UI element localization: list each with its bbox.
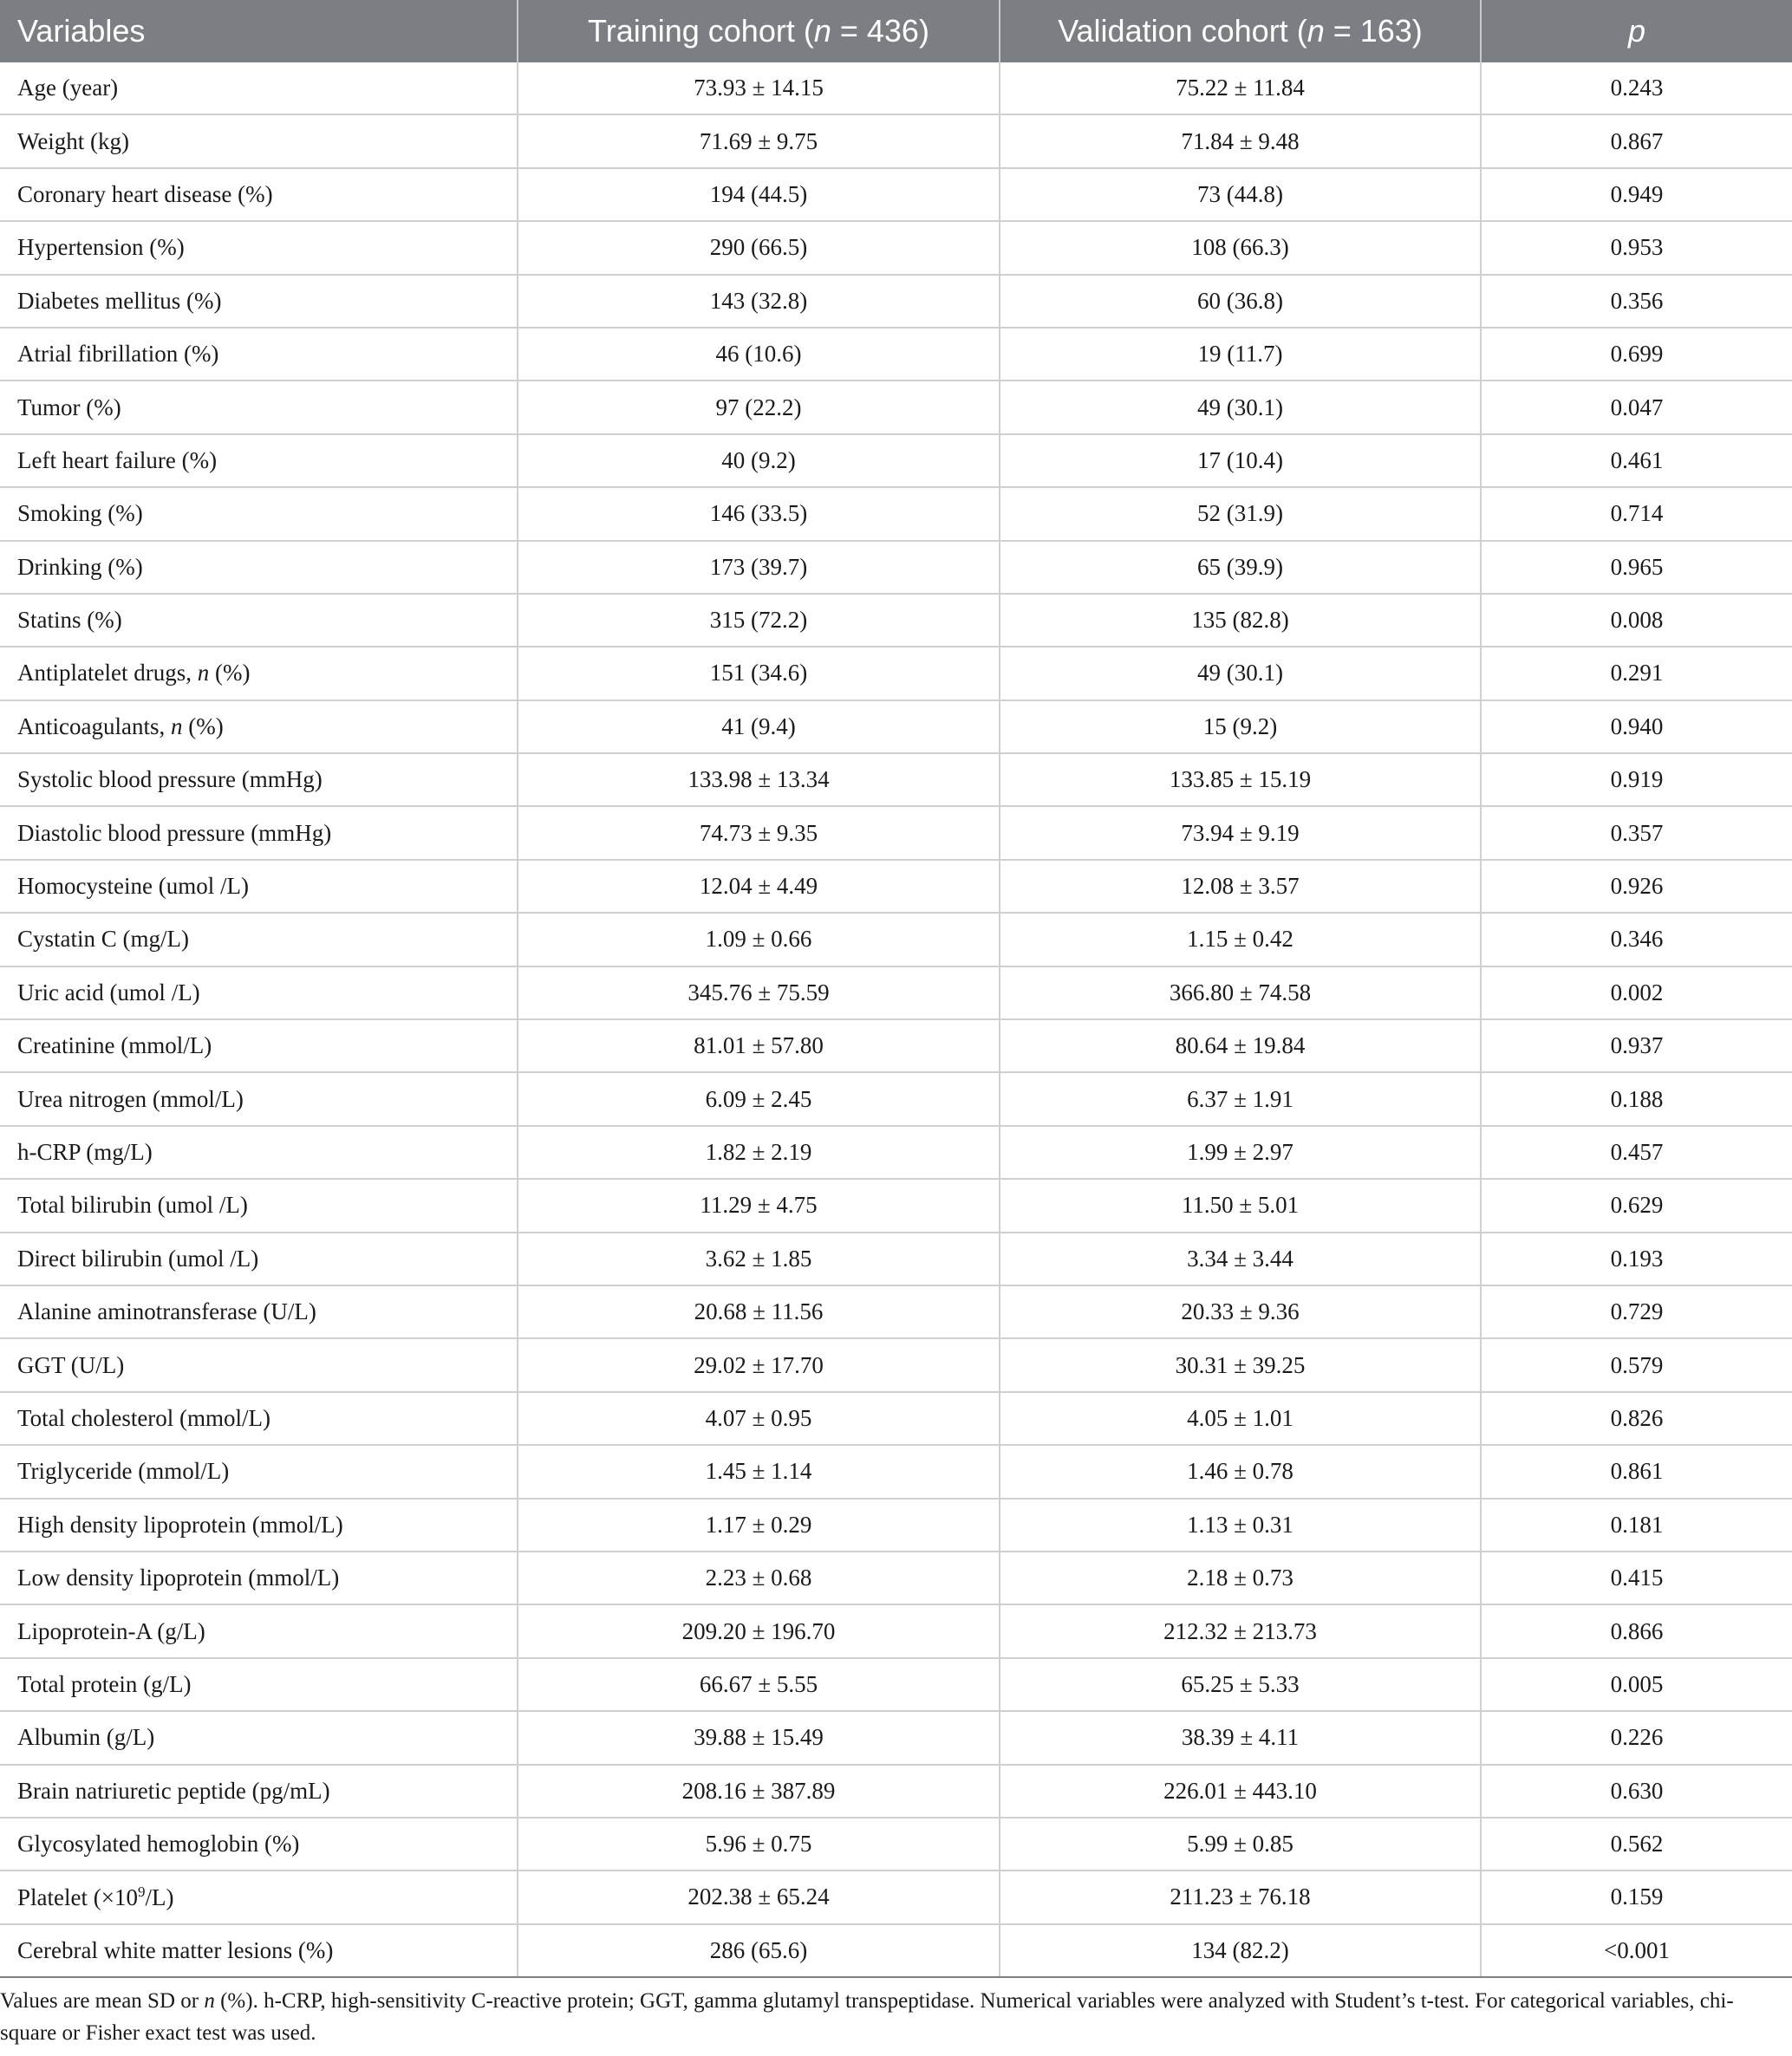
training-cohort-cell: 4.07 ± 0.95 <box>518 1392 1000 1445</box>
table-row <box>0 487 1792 540</box>
variable-label: Total cholesterol (mmol/L) <box>17 1404 271 1431</box>
variable-cell <box>0 700 518 753</box>
validation-cohort-cell: 134 (82.2) <box>1000 1924 1481 1977</box>
p-value-cell: <0.001 <box>1481 1924 1792 1977</box>
variable-cell <box>0 1392 518 1445</box>
header-training-cohort <box>518 0 1000 62</box>
variable-label: Triglyceride (mmol/L) <box>17 1458 230 1485</box>
validation-cohort-cell: 5.99 ± 0.85 <box>1000 1818 1481 1871</box>
header-training-suffix: = 436) <box>831 13 929 49</box>
p-value-cell: 0.926 <box>1481 860 1792 913</box>
variable-label: GGT (U/L) <box>17 1351 125 1378</box>
p-value-cell: 0.940 <box>1481 700 1792 753</box>
p-value-cell: 0.861 <box>1481 1445 1792 1498</box>
training-cohort-cell: 2.23 ± 0.68 <box>518 1552 1000 1604</box>
table-row <box>0 1658 1792 1711</box>
training-cohort-cell: 173 (39.7) <box>518 541 1000 594</box>
validation-cohort-cell: 52 (31.9) <box>1000 487 1481 540</box>
header-validation-cohort <box>1000 0 1481 62</box>
header-row <box>0 0 1792 62</box>
table-row <box>0 541 1792 594</box>
variable-cell <box>0 434 518 487</box>
variable-label: Uric acid (umol /L) <box>17 979 200 1005</box>
training-cohort-cell: 133.98 ± 13.34 <box>518 753 1000 806</box>
validation-cohort-cell: 80.64 ± 19.84 <box>1000 1019 1481 1072</box>
variable-label: Brain natriuretic peptide (pg/mL) <box>17 1777 330 1804</box>
validation-cohort-cell: 75.22 ± 11.84 <box>1000 62 1481 114</box>
p-value-cell: 0.630 <box>1481 1765 1792 1818</box>
p-value-cell: 0.181 <box>1481 1499 1792 1552</box>
validation-cohort-cell: 135 (82.8) <box>1000 594 1481 647</box>
variable-label: Diastolic blood pressure (mmHg) <box>17 819 332 846</box>
variable-label: Platelet (×10 <box>17 1884 138 1910</box>
variable-label: Left heart failure (%) <box>17 446 218 473</box>
variable-label: Albumin (g/L) <box>17 1724 155 1751</box>
training-cohort-cell: 1.09 ± 0.66 <box>518 913 1000 966</box>
p-value-cell: 0.937 <box>1481 1019 1792 1072</box>
p-value-cell: 0.356 <box>1481 275 1792 328</box>
variable-label: Total protein (g/L) <box>17 1670 192 1697</box>
table-row <box>0 1818 1792 1871</box>
variable-cell <box>0 1179 518 1232</box>
variable-cell <box>0 1552 518 1604</box>
table-row <box>0 1552 1792 1604</box>
training-cohort-cell: 46 (10.6) <box>518 328 1000 381</box>
variable-cell <box>0 806 518 859</box>
p-value-cell: 0.291 <box>1481 647 1792 699</box>
training-cohort-cell: 1.17 ± 0.29 <box>518 1499 1000 1552</box>
table-row <box>0 275 1792 328</box>
table-row <box>0 1392 1792 1445</box>
table-row <box>0 913 1792 966</box>
validation-cohort-cell: 49 (30.1) <box>1000 381 1481 433</box>
table-row <box>0 1126 1792 1179</box>
header-validation-prefix: Validation cohort ( <box>1058 13 1307 49</box>
variable-cell <box>0 647 518 699</box>
p-value-cell: 0.188 <box>1481 1072 1792 1125</box>
p-value-cell: 0.714 <box>1481 487 1792 540</box>
validation-cohort-cell: 4.05 ± 1.01 <box>1000 1392 1481 1445</box>
validation-cohort-cell: 12.08 ± 3.57 <box>1000 860 1481 913</box>
training-cohort-cell: 1.45 ± 1.14 <box>518 1445 1000 1498</box>
table-body <box>0 62 1792 1977</box>
training-cohort-cell: 143 (32.8) <box>518 275 1000 328</box>
variable-cell <box>0 62 518 114</box>
variable-cell <box>0 114 518 167</box>
table-row <box>0 594 1792 647</box>
training-cohort-cell: 71.69 ± 9.75 <box>518 114 1000 167</box>
header-training-n: n <box>813 13 831 49</box>
training-cohort-cell: 73.93 ± 14.15 <box>518 62 1000 114</box>
training-cohort-cell: 202.38 ± 65.24 <box>518 1871 1000 1923</box>
table-row <box>0 860 1792 913</box>
variable-label: Systolic blood pressure (mmHg) <box>17 766 323 793</box>
validation-cohort-cell: 3.34 ± 3.44 <box>1000 1233 1481 1285</box>
table-row <box>0 1924 1792 1977</box>
training-cohort-cell: 208.16 ± 387.89 <box>518 1765 1000 1818</box>
variable-cell <box>0 1765 518 1818</box>
validation-cohort-cell: 30.31 ± 39.25 <box>1000 1338 1481 1391</box>
table-row <box>0 1765 1792 1818</box>
variable-cell <box>0 1072 518 1125</box>
table-row <box>0 1019 1792 1072</box>
header-validation-suffix: = 163) <box>1324 13 1423 49</box>
training-cohort-cell: 81.01 ± 57.80 <box>518 1019 1000 1072</box>
variable-label: Statins (%) <box>17 607 122 634</box>
validation-cohort-cell: 1.46 ± 0.78 <box>1000 1445 1481 1498</box>
header-p-value <box>1481 0 1792 62</box>
p-value-cell: 0.243 <box>1481 62 1792 114</box>
p-value-cell: 0.867 <box>1481 114 1792 167</box>
p-value-cell: 0.005 <box>1481 1658 1792 1711</box>
table-row <box>0 753 1792 806</box>
p-value-cell: 0.357 <box>1481 806 1792 859</box>
variable-label: Tumor (%) <box>17 394 121 420</box>
training-cohort-cell: 290 (66.5) <box>518 221 1000 274</box>
validation-cohort-cell: 11.50 ± 5.01 <box>1000 1179 1481 1232</box>
training-cohort-cell: 74.73 ± 9.35 <box>518 806 1000 859</box>
p-value-cell: 0.415 <box>1481 1552 1792 1604</box>
training-cohort-cell: 41 (9.4) <box>518 700 1000 753</box>
training-cohort-cell: 146 (33.5) <box>518 487 1000 540</box>
variable-cell <box>0 275 518 328</box>
variable-cell <box>0 487 518 540</box>
variable-label-tail: /L) <box>145 1884 174 1910</box>
p-value-cell: 0.008 <box>1481 594 1792 647</box>
variable-cell <box>0 1233 518 1285</box>
training-cohort-cell: 151 (34.6) <box>518 647 1000 699</box>
p-value-cell: 0.826 <box>1481 1392 1792 1445</box>
p-value-cell: 0.047 <box>1481 381 1792 433</box>
validation-cohort-cell: 19 (11.7) <box>1000 328 1481 381</box>
variable-label: h-CRP (mg/L) <box>17 1139 153 1165</box>
validation-cohort-cell: 15 (9.2) <box>1000 700 1481 753</box>
variable-italic: n <box>170 712 183 739</box>
variable-label: Urea nitrogen (mmol/L) <box>17 1085 244 1112</box>
variable-label: Drinking (%) <box>17 553 143 580</box>
variable-cell <box>0 913 518 966</box>
table-row <box>0 1604 1792 1657</box>
variable-cell <box>0 1126 518 1179</box>
p-value-cell: 0.002 <box>1481 966 1792 1019</box>
variable-label: Creatinine (mmol/L) <box>17 1032 212 1059</box>
table-row <box>0 434 1792 487</box>
table-row <box>0 1499 1792 1552</box>
p-value-cell: 0.866 <box>1481 1604 1792 1657</box>
validation-cohort-cell: 1.13 ± 0.31 <box>1000 1499 1481 1552</box>
training-cohort-cell: 286 (65.6) <box>518 1924 1000 1977</box>
validation-cohort-cell: 133.85 ± 15.19 <box>1000 753 1481 806</box>
training-cohort-cell: 209.20 ± 196.70 <box>518 1604 1000 1657</box>
variable-cell <box>0 1658 518 1711</box>
training-cohort-cell: 5.96 ± 0.75 <box>518 1818 1000 1871</box>
validation-cohort-cell: 1.99 ± 2.97 <box>1000 1126 1481 1179</box>
validation-cohort-cell: 65 (39.9) <box>1000 541 1481 594</box>
validation-cohort-cell: 65.25 ± 5.33 <box>1000 1658 1481 1711</box>
variable-cell <box>0 1019 518 1072</box>
table-row <box>0 700 1792 753</box>
variable-cell <box>0 1285 518 1338</box>
variable-label: Cystatin C (mg/L) <box>17 926 189 953</box>
p-value-cell: 0.226 <box>1481 1711 1792 1764</box>
variable-cell <box>0 381 518 433</box>
table-row <box>0 966 1792 1019</box>
variable-label: Weight (kg) <box>17 127 130 154</box>
training-cohort-cell: 97 (22.2) <box>518 381 1000 433</box>
table-row <box>0 1711 1792 1764</box>
table-row <box>0 1179 1792 1232</box>
variable-label: Cerebral white matter lesions (%) <box>17 1936 334 1963</box>
validation-cohort-cell: 73.94 ± 9.19 <box>1000 806 1481 859</box>
validation-cohort-cell: 211.23 ± 76.18 <box>1000 1871 1481 1923</box>
validation-cohort-cell: 73 (44.8) <box>1000 168 1481 221</box>
p-value-cell: 0.461 <box>1481 434 1792 487</box>
p-value-cell: 0.159 <box>1481 1871 1792 1923</box>
validation-cohort-cell: 212.32 ± 213.73 <box>1000 1604 1481 1657</box>
p-value-cell: 0.193 <box>1481 1233 1792 1285</box>
variable-label-tail: (%) <box>209 660 251 686</box>
variable-label: Direct bilirubin (umol /L) <box>17 1245 259 1272</box>
variable-superscript: 9 <box>137 1883 146 1900</box>
variable-label: Total bilirubin (umol /L) <box>17 1192 248 1219</box>
variable-italic: n <box>197 660 210 686</box>
variable-label-tail: (%) <box>182 712 224 739</box>
table-row <box>0 1445 1792 1498</box>
validation-cohort-cell: 17 (10.4) <box>1000 434 1481 487</box>
table-row <box>0 221 1792 274</box>
table-row <box>0 1285 1792 1338</box>
variable-cell <box>0 966 518 1019</box>
table-row <box>0 647 1792 699</box>
variable-cell <box>0 1818 518 1871</box>
p-value-cell: 0.949 <box>1481 168 1792 221</box>
variable-cell <box>0 860 518 913</box>
training-cohort-cell: 66.67 ± 5.55 <box>518 1658 1000 1711</box>
p-value-cell: 0.457 <box>1481 1126 1792 1179</box>
variable-label: Lipoprotein-A (g/L) <box>17 1617 205 1644</box>
table-row <box>0 1072 1792 1125</box>
variable-label: Age (year) <box>17 75 119 101</box>
table-row <box>0 1871 1792 1923</box>
training-cohort-cell: 194 (44.5) <box>518 168 1000 221</box>
validation-cohort-cell: 1.15 ± 0.42 <box>1000 913 1481 966</box>
training-cohort-cell: 315 (72.2) <box>518 594 1000 647</box>
variable-label: Alanine aminotransferase (U/L) <box>17 1298 316 1325</box>
variable-cell <box>0 221 518 274</box>
table-row <box>0 806 1792 859</box>
table-row <box>0 328 1792 381</box>
p-value-cell: 0.629 <box>1481 1179 1792 1232</box>
variable-cell <box>0 328 518 381</box>
variable-label: Glycosylated hemoglobin (%) <box>17 1831 300 1858</box>
training-cohort-cell: 12.04 ± 4.49 <box>518 860 1000 913</box>
validation-cohort-cell: 49 (30.1) <box>1000 647 1481 699</box>
p-value-cell: 0.729 <box>1481 1285 1792 1338</box>
table-row <box>0 1338 1792 1391</box>
validation-cohort-cell: 71.84 ± 9.48 <box>1000 114 1481 167</box>
table-row <box>0 62 1792 114</box>
footnote-italic-n: n <box>204 1989 215 2014</box>
p-value-cell: 0.579 <box>1481 1338 1792 1391</box>
training-cohort-cell: 6.09 ± 2.45 <box>518 1072 1000 1125</box>
header-p-label: p <box>1627 13 1646 49</box>
variable-label: Smoking (%) <box>17 500 143 527</box>
p-value-cell: 0.346 <box>1481 913 1792 966</box>
variable-label: Atrial fibrillation (%) <box>17 341 219 368</box>
variable-cell <box>0 168 518 221</box>
variable-label: Hypertension (%) <box>17 234 185 261</box>
p-value-cell: 0.953 <box>1481 221 1792 274</box>
p-value-cell: 0.965 <box>1481 541 1792 594</box>
variable-label: Low density lipoprotein (mmol/L) <box>17 1565 340 1591</box>
variable-cell <box>0 1871 518 1923</box>
training-cohort-cell: 345.76 ± 75.59 <box>518 966 1000 1019</box>
table-row <box>0 168 1792 221</box>
table-row <box>0 381 1792 433</box>
validation-cohort-cell: 366.80 ± 74.58 <box>1000 966 1481 1019</box>
training-cohort-cell: 40 (9.2) <box>518 434 1000 487</box>
table-row <box>0 1233 1792 1285</box>
validation-cohort-cell: 6.37 ± 1.91 <box>1000 1072 1481 1125</box>
variable-label: High density lipoprotein (mmol/L) <box>17 1511 343 1538</box>
validation-cohort-cell: 108 (66.3) <box>1000 221 1481 274</box>
variable-label: Diabetes mellitus (%) <box>17 287 222 314</box>
variable-cell <box>0 753 518 806</box>
training-cohort-cell: 20.68 ± 11.56 <box>518 1285 1000 1338</box>
training-cohort-cell: 29.02 ± 17.70 <box>518 1338 1000 1391</box>
p-value-cell: 0.699 <box>1481 328 1792 381</box>
validation-cohort-cell: 38.39 ± 4.11 <box>1000 1711 1481 1764</box>
header-variables: Variables <box>0 0 518 62</box>
variable-label: Coronary heart disease (%) <box>17 180 273 207</box>
validation-cohort-cell: 20.33 ± 9.36 <box>1000 1285 1481 1338</box>
training-cohort-cell: 3.62 ± 1.85 <box>518 1233 1000 1285</box>
variable-cell <box>0 1711 518 1764</box>
variable-cell <box>0 1499 518 1552</box>
validation-cohort-cell: 2.18 ± 0.73 <box>1000 1552 1481 1604</box>
variable-label: Homocysteine (umol /L) <box>17 873 249 900</box>
header-training-prefix: Training cohort ( <box>588 13 814 49</box>
variable-cell <box>0 594 518 647</box>
training-cohort-cell: 39.88 ± 15.49 <box>518 1711 1000 1764</box>
variable-label: Antiplatelet drugs, <box>17 660 198 686</box>
footnote-part1: Values are mean SD or <box>0 1989 205 2014</box>
p-value-cell: 0.562 <box>1481 1818 1792 1871</box>
variable-cell <box>0 1445 518 1498</box>
variable-label: Anticoagulants, <box>17 712 171 739</box>
variable-cell <box>0 1338 518 1391</box>
header-validation-n: n <box>1307 13 1325 49</box>
footnote-part2: (%). h-CRP, high-sensitivity C-reactive protein; GGT, gamma glutamyl transpeptidase. Numerical variables were analyzed with Student’s t-test. For categorical variables, chi-square or Fisher exact test was used. <box>0 1989 1734 2046</box>
validation-cohort-cell: 60 (36.8) <box>1000 275 1481 328</box>
table-header <box>0 0 1792 62</box>
table-footnote <box>0 1978 1734 2049</box>
validation-cohort-cell: 226.01 ± 443.10 <box>1000 1765 1481 1818</box>
training-cohort-cell: 11.29 ± 4.75 <box>518 1179 1000 1232</box>
p-value-cell: 0.919 <box>1481 753 1792 806</box>
variable-cell <box>0 1604 518 1657</box>
variable-cell <box>0 1924 518 1977</box>
training-cohort-cell: 1.82 ± 2.19 <box>518 1126 1000 1179</box>
table-row <box>0 114 1792 167</box>
variable-cell <box>0 541 518 594</box>
